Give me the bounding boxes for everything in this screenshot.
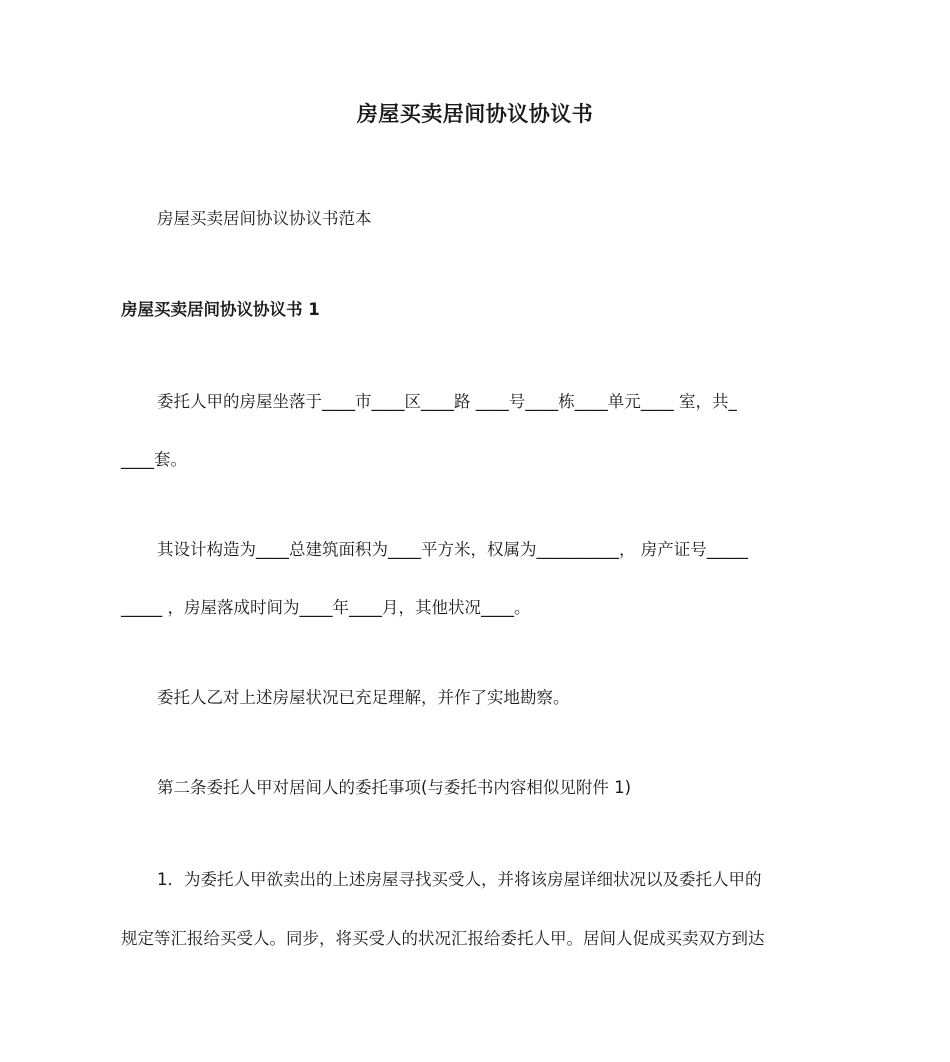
- paragraph-2-line-1: 其设计构造为____总建筑面积为____平方米，权属为__________， 房产证号_____: [157, 540, 748, 559]
- paragraph-5-line-2: 规定等汇报给买受人。同步，将买受人的状况汇报给委托人甲。居间人促成买卖双方到达: [121, 929, 765, 948]
- section-heading: 房屋买卖居间协议协议书 1: [121, 300, 320, 319]
- paragraph-1-line-2: ____套。: [121, 450, 187, 469]
- paragraph-2-line-2: _____ ，房屋落成时间为____年____月，其他状况____。: [121, 598, 531, 617]
- paragraph-4: 第二条委托人甲对居间人的委托事项(与委托书内容相似见附件 1): [157, 778, 632, 797]
- document-title: 房屋买卖居间协议协议书: [356, 102, 594, 126]
- document-subtitle: 房屋买卖居间协议协议书范本: [157, 209, 372, 228]
- paragraph-1-line-1: 委托人甲的房屋坐落于____市____区____路 ____号____栋____单元____ 室，共_: [157, 392, 737, 411]
- paragraph-3: 委托人乙对上述房屋状况已充足理解，并作了实地勘察。: [157, 688, 570, 707]
- paragraph-5-line-1: 1．为委托人甲欲卖出的上述房屋寻找买受人，并将该房屋详细状况以及委托人甲的: [157, 870, 762, 889]
